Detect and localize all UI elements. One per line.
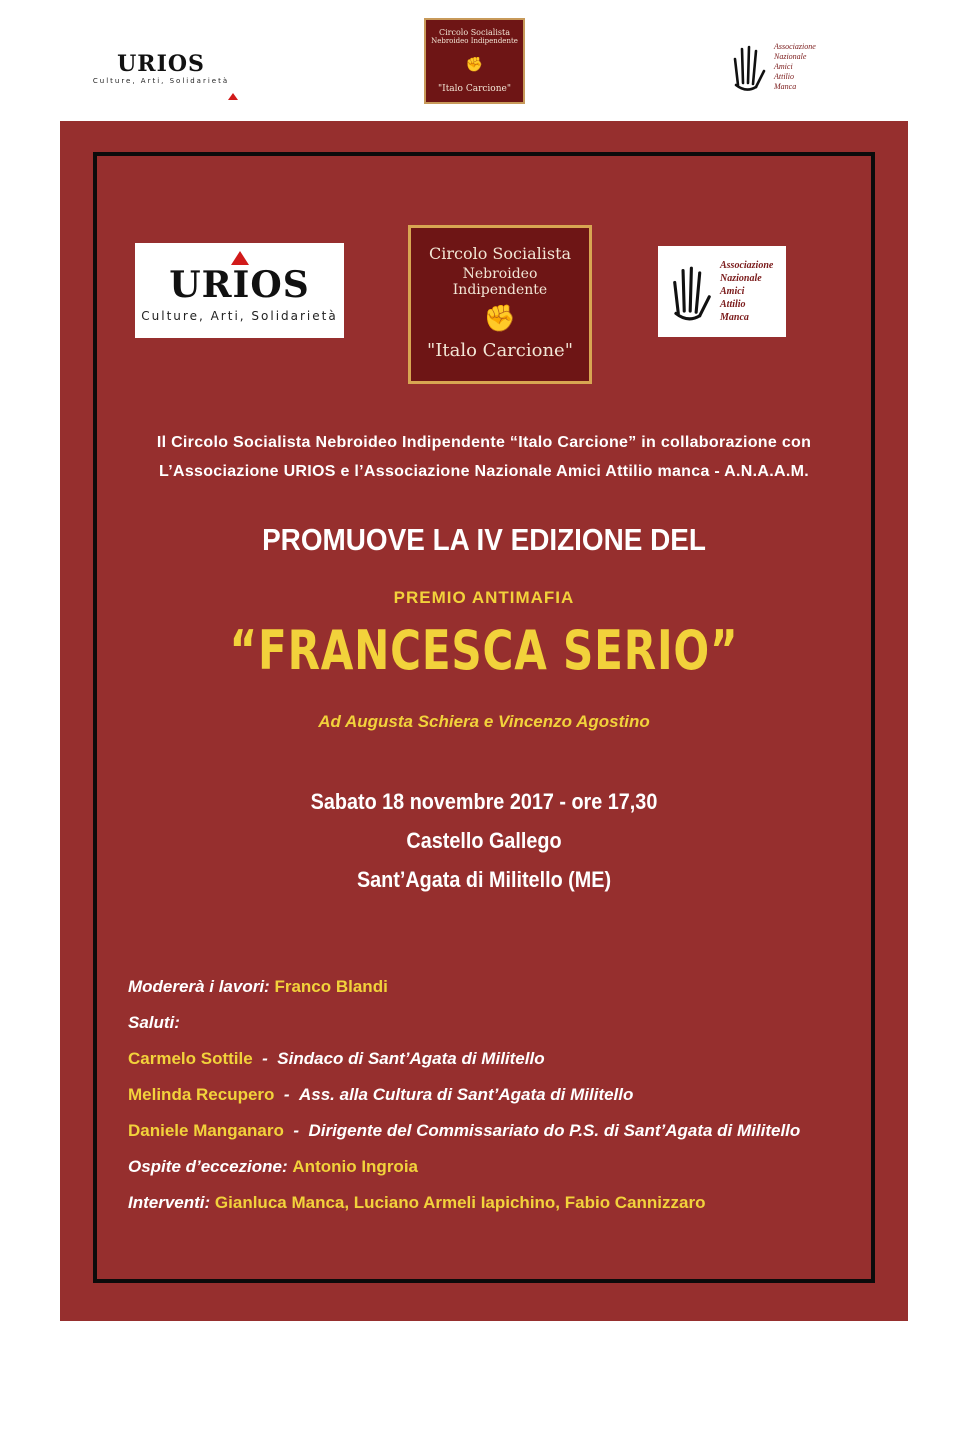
greeting-role: Sindaco di Sant’Agata di Militello <box>277 1049 545 1068</box>
urios-wordmark: URIOS <box>169 263 310 306</box>
sicily-icon <box>231 251 249 265</box>
award-name: “FRANCESCA SERIO” <box>229 619 739 682</box>
rose-fist-icon: ✊ <box>465 56 484 73</box>
dedication: Ad Augusta Schiera e Vincenzo Agostino <box>318 712 650 731</box>
top-anaam-line: Manca <box>774 82 797 91</box>
top-anaam-line: Attilio <box>774 72 794 81</box>
rose-fist-icon: ✊ <box>483 304 517 334</box>
anaam-line: Nazionale <box>720 273 762 284</box>
moderator-label: Modererà i lavori: <box>128 977 270 996</box>
award-label: PREMIO ANTIMAFIA <box>393 588 575 607</box>
greeting-separator: - <box>288 1121 304 1140</box>
urios-tagline: Culture, Arti, Solidarietà <box>141 308 338 323</box>
intro-line-2: L’Associazione URIOS e l’Associazione Nazionale Amici Attilio manca - A.N.A.A.M. <box>159 463 809 480</box>
top-anaam-line: Nazionale <box>774 52 807 61</box>
event-date-time: Sabato 18 novembre 2017 - ore 17,30 <box>310 789 658 814</box>
greeting-row <box>128 1049 545 1069</box>
top-circolo-motto: "Italo Carcione" <box>438 84 511 94</box>
greeting-separator: - <box>257 1049 273 1068</box>
greeting-role: Dirigente del Commissariato do P.S. di Sant’Agata di Militello <box>308 1121 801 1140</box>
top-anaam-logo <box>726 38 830 96</box>
anaam-line: Associazione <box>720 260 774 271</box>
guest-label: Ospite d’eccezione: <box>128 1157 288 1176</box>
hand-icon <box>664 260 714 324</box>
top-urios-tagline: Culture, Arti, Solidarietà <box>92 77 230 85</box>
intro-line-1: Il Circolo Socialista Nebroideo Indipendente “Italo Carcione” in collaborazione con <box>156 434 812 451</box>
top-circolo-line1: Circolo Socialista <box>438 28 510 37</box>
hand-icon <box>726 41 768 93</box>
anaam-line: Manca <box>720 312 749 323</box>
guest-name: Antonio Ingroia <box>292 1157 418 1176</box>
circolo-motto: "Italo Carcione" <box>427 340 573 361</box>
anaam-logo <box>658 246 786 337</box>
circolo-line2: Nebroideo Indipendente <box>452 266 548 298</box>
urios-logo <box>135 243 344 338</box>
poster <box>60 121 908 1321</box>
greeting-name: Melinda Recupero <box>128 1085 275 1104</box>
greeting-name: Carmelo Sottile <box>128 1049 253 1068</box>
anaam-line: Amici <box>720 286 745 297</box>
circolo-logo <box>408 225 592 384</box>
moderator-name: Franco Blandi <box>274 977 388 996</box>
speakers-label: Interventi: <box>128 1193 211 1212</box>
top-urios-logo <box>78 44 244 94</box>
circolo-line1: Circolo Socialista <box>428 244 572 263</box>
top-anaam-text <box>774 42 816 92</box>
greeting-row <box>128 1085 633 1105</box>
headline: PROMUOVE LA IV EDIZIONE DEL <box>262 522 706 557</box>
top-circolo-line2: Nebroideo Indipendente <box>431 37 518 45</box>
anaam-text <box>720 259 773 324</box>
speakers-row <box>128 1193 706 1213</box>
greetings-row <box>128 1013 180 1033</box>
guest-row <box>128 1157 418 1177</box>
speakers-names: Gianluca Manca, Luciano Armeli Iapichino, Fabio Cannizzaro <box>214 1193 706 1212</box>
greeting-role: Ass. alla Cultura di Sant’Agata di Militello <box>299 1085 634 1104</box>
greetings-label: Saluti: <box>128 1013 180 1032</box>
top-anaam-line: Amici <box>774 62 793 71</box>
event-venue: Castello Gallego <box>406 828 562 853</box>
greeting-separator: - <box>279 1085 295 1104</box>
greeting-row <box>128 1121 800 1141</box>
greeting-name: Daniele Manganaro <box>128 1121 284 1140</box>
moderator-row <box>128 977 388 997</box>
sicily-icon <box>228 93 238 100</box>
top-circolo-logo <box>424 18 525 104</box>
anaam-line: Attilio <box>720 299 746 310</box>
event-town: Sant’Agata di Militello (ME) <box>356 867 612 892</box>
top-anaam-line: Associazione <box>774 42 816 51</box>
top-urios-wordmark: URIOS <box>117 51 205 77</box>
